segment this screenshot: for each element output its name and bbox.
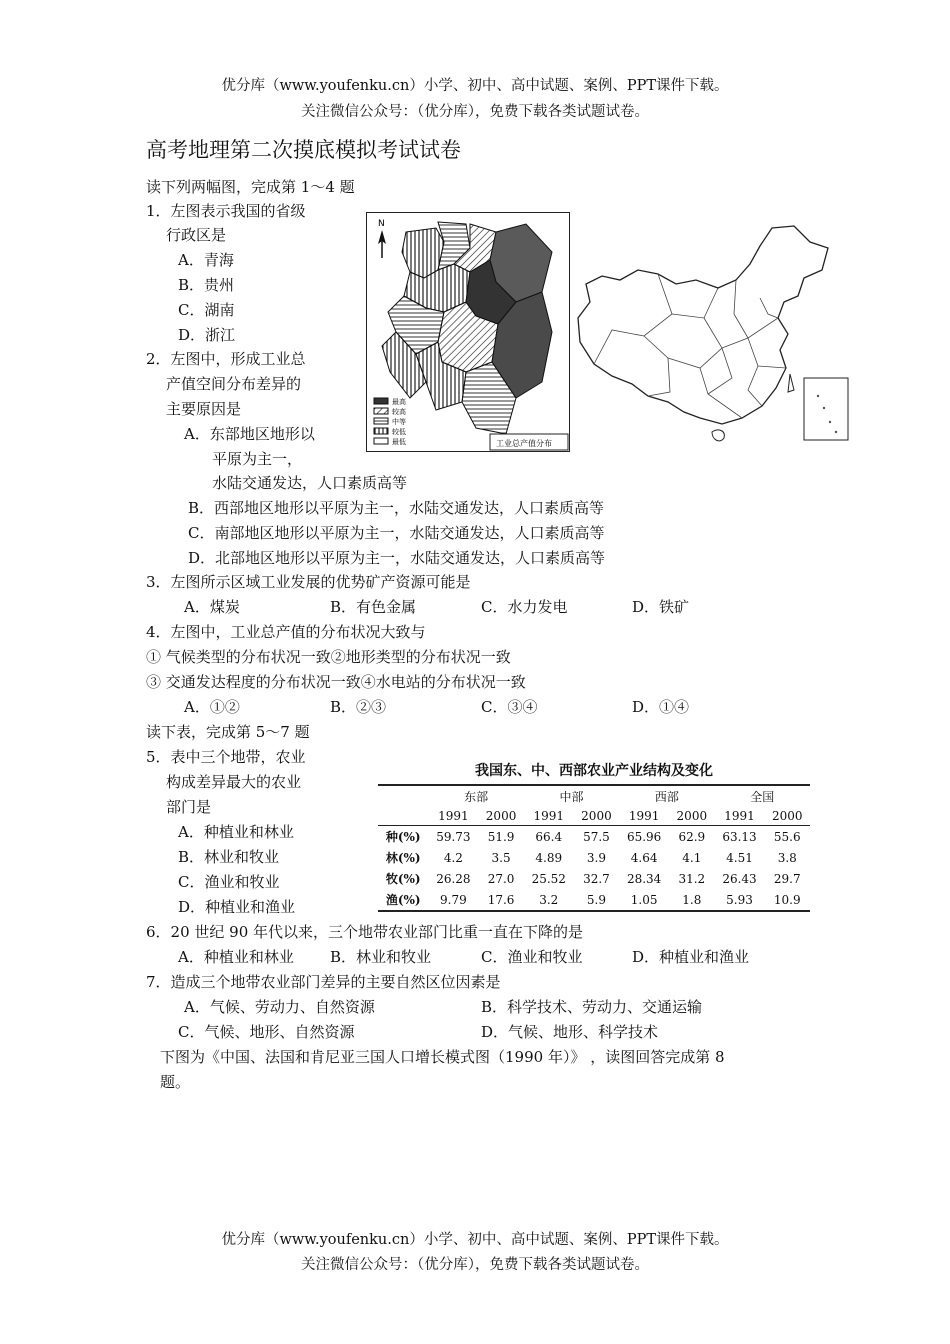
q4-option-b: B．②③: [330, 698, 387, 716]
agriculture-table: [378, 786, 810, 912]
table-cell: 4.89: [535, 850, 563, 865]
q2-option-d: D．北部地区地形以平原为主一，水陆交通发达，人口素质高等: [188, 549, 606, 567]
region-east: 东部: [464, 790, 489, 804]
table-cell: 25.52: [531, 871, 566, 886]
china-outline-map: [572, 218, 852, 454]
table-title: 我国东、中、西部农业产业结构及变化: [475, 763, 713, 779]
q7-stem: 7．造成三个地带农业部门差异的主要自然区位因素是: [146, 973, 501, 991]
table-row: [378, 826, 810, 848]
table-cell: 4.2: [443, 850, 463, 865]
intro-q5-7: 读下表，完成第 5～7 题: [146, 723, 310, 741]
q5-option-a: A．种植业和林业: [178, 823, 294, 841]
q2-option-a-2: 平原为主一，: [212, 450, 303, 468]
region-central: 中部: [559, 790, 584, 804]
legend-highest: 最高: [392, 398, 406, 406]
year-cell: 2000: [485, 809, 517, 823]
table-region-row: [378, 786, 810, 807]
table-cell: 1.05: [630, 892, 658, 907]
south-china-sea-inset: [804, 378, 848, 440]
table-cell: 66.4: [535, 829, 563, 844]
north-label: N: [378, 219, 385, 229]
q6-stem: 6．20 世纪 90 年代以来，三个地带农业部门比重一直在下降的是: [146, 923, 584, 941]
map-caption: 工业总产值分布: [496, 439, 552, 448]
q3-stem: 3．左图所示区域工业发展的优势矿产资源可能是: [146, 573, 471, 591]
table-cell: 63.13: [722, 829, 757, 844]
table-cell: 26.28: [436, 871, 471, 886]
year-cell: 2000: [771, 809, 803, 823]
table-year-row: [378, 807, 810, 826]
table-cell: 17.6: [487, 892, 515, 907]
table-cell: 1.8: [682, 892, 702, 907]
region-west: 西部: [654, 790, 679, 804]
table-row: [378, 847, 810, 868]
q4-option-d: D．①④: [632, 698, 690, 716]
q5-stem-3: 部门是: [166, 798, 212, 816]
q7-option-d: D．气候、地形、科学技术: [481, 1023, 659, 1041]
intro-q8-line-1: 下图为《中国、法国和肯尼亚三国人口增长模式图（1990 年）》 ，读图回答完成第 8: [160, 1048, 725, 1066]
table-cell: 3.2: [539, 892, 559, 907]
table-cell: 32.7: [583, 871, 610, 886]
agriculture-table-figure: [378, 756, 810, 907]
q1-option-a: A．青海: [178, 251, 234, 269]
q4-option-c: C．③④: [481, 698, 538, 716]
year-cell: 2000: [676, 809, 708, 823]
q2-option-b: B．西部地区地形以平原为主一，水陆交通发达，人口素质高等: [188, 499, 605, 517]
year-cell: 2000: [581, 809, 612, 823]
q5-stem-2: 构成差异最大的农业: [166, 773, 302, 791]
q6-option-c: C．渔业和牧业: [481, 948, 583, 966]
page-title: 高考地理第二次摸底模拟考试试卷: [146, 138, 461, 162]
q3-option-a: A．煤炭: [184, 598, 240, 616]
row-label: 种(%): [385, 830, 421, 844]
table-cell: 62.9: [678, 829, 706, 844]
legend-higher: 较高: [392, 408, 406, 416]
q7-option-a: A．气候、劳动力、自然资源: [184, 998, 375, 1016]
q7-option-b: B．科学技术、劳动力、交通运输: [481, 998, 703, 1016]
header-line-1: 优分库（www.youfenku.cn）小学、初中、高中试题、案例、PPT课件下载。: [221, 78, 729, 94]
q1-option-b: B．贵州: [178, 276, 235, 294]
legend-medium: 中等: [392, 418, 406, 426]
year-cell: 1991: [628, 809, 660, 823]
q6-option-a: A．种植业和林业: [178, 948, 294, 966]
q1-stem-2: 行政区是: [166, 226, 227, 244]
row-label: 渔(%): [385, 893, 421, 907]
q4-statement-1: ① 气候类型的分布状况一致②地形类型的分布状况一致: [146, 648, 511, 666]
q2-stem-1: 2．左图中，形成工业总: [146, 350, 306, 368]
header-line-2: 关注微信公众号：（优分库），免费下载各类试题试卷。: [301, 104, 649, 120]
q5-stem-1: 5．表中三个地带，农业: [146, 748, 306, 766]
table-row: [378, 868, 810, 889]
q2-option-a-1: A．东部地区地形以: [184, 425, 315, 443]
q1-option-d: D．浙江: [178, 326, 236, 344]
table-cell: 29.7: [773, 871, 801, 886]
intro-q1-4: 读下列两幅图，完成第 1～4 题: [146, 178, 355, 196]
table-cell: 31.2: [678, 871, 706, 886]
year-cell: 1991: [438, 809, 469, 823]
row-label: 牧(%): [385, 872, 421, 886]
table-cell: 59.73: [436, 829, 471, 844]
table-cell: 5.9: [586, 892, 606, 907]
province-industry-map: [366, 212, 570, 452]
year-cell: 1991: [533, 809, 565, 823]
table-cell: 65.96: [626, 829, 662, 844]
table-cell: 3.5: [491, 850, 511, 865]
table-cell: 26.43: [722, 871, 757, 886]
footer-line-1: 优分库（www.youfenku.cn）小学、初中、高中试题、案例、PPT课件下载。: [221, 1232, 729, 1248]
q3-option-c: C．水力发电: [481, 598, 568, 616]
row-label: 林(%): [385, 851, 421, 865]
q7-option-c: C．气候、地形、自然资源: [178, 1023, 355, 1041]
table-cell: 57.5: [583, 829, 610, 844]
q3-option-d: D．铁矿: [632, 598, 690, 616]
table-cell: 28.34: [626, 871, 662, 886]
q6-option-d: D．种植业和渔业: [632, 948, 750, 966]
q5-option-d: D．种植业和渔业: [178, 898, 296, 916]
region-national: 全国: [750, 790, 775, 804]
q4-statement-2: ③ 交通发达程度的分布状况一致④水电站的分布状况一致: [146, 673, 526, 691]
q1-option-c: C．湖南: [178, 301, 235, 319]
table-cell: 27.0: [487, 871, 515, 886]
footer-line-2: 关注微信公众号：（优分库），免费下载各类试题试卷。: [301, 1257, 649, 1273]
q2-stem-3: 主要原因是: [166, 400, 242, 418]
table-cell: 9.79: [440, 892, 467, 907]
table-cell: 55.6: [773, 829, 801, 844]
q6-option-b: B．林业和牧业: [330, 948, 432, 966]
legend-lowest: 最低: [392, 438, 406, 446]
table-cell: 51.9: [487, 829, 515, 844]
q4-option-a: A．①②: [184, 698, 240, 716]
q3-option-b: B．有色金属: [330, 598, 417, 616]
q4-stem: 4．左图中，工业总产值的分布状况大致与: [146, 623, 426, 641]
table-cell: 4.64: [630, 850, 658, 865]
q2-stem-2: 产值空间分布差异的: [166, 375, 302, 393]
q2-option-c: C．南部地区地形以平原为主一，水陆交通发达，人口素质高等: [188, 524, 605, 542]
table-cell: 5.93: [726, 892, 753, 907]
q2-option-a-3: 水陆交通发达，人口素质高等: [212, 474, 408, 492]
year-cell: 1991: [724, 809, 755, 823]
table-row: [378, 889, 810, 911]
table-cell: 3.8: [777, 850, 797, 865]
q1-stem-1: 1．左图表示我国的省级: [146, 202, 306, 220]
table-cell: 4.51: [726, 850, 753, 865]
q5-option-b: B．林业和牧业: [178, 848, 280, 866]
q5-option-c: C．渔业和牧业: [178, 873, 280, 891]
table-cell: 3.9: [586, 850, 606, 865]
legend-lower: 较低: [392, 428, 406, 436]
table-cell: 10.9: [773, 892, 801, 907]
table-cell: 4.1: [682, 850, 702, 865]
intro-q8-line-2: 题。: [160, 1073, 191, 1091]
